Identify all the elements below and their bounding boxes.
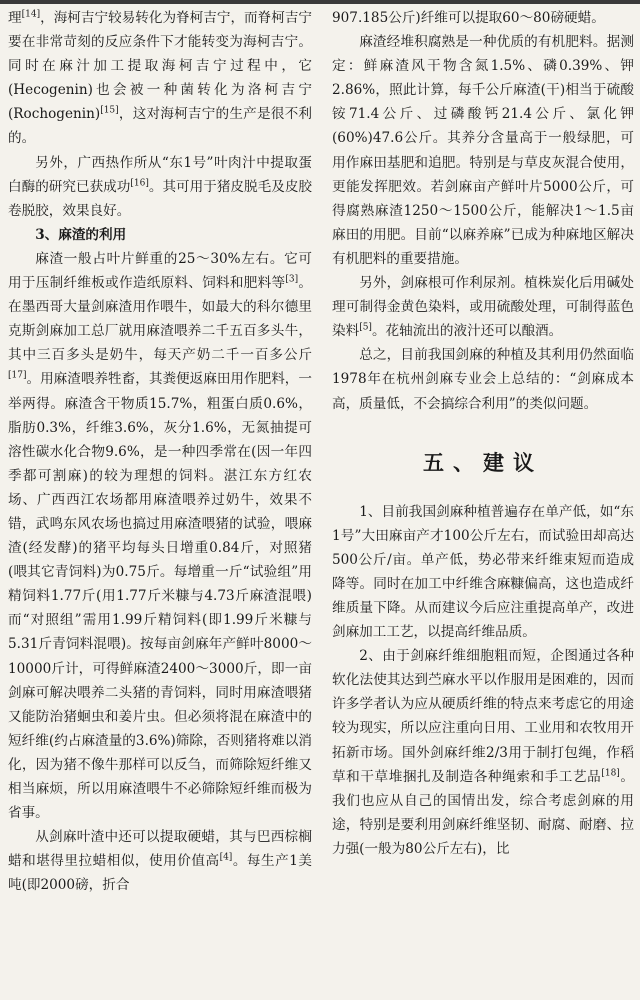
citation: [15] [100, 105, 119, 116]
chapter-title-suggestions: 五、建议 [423, 450, 543, 475]
right-column [332, 6, 634, 996]
paragraph-hecogenin: 理[14]，海柯吉宁较易转化为脊柯吉宁，而脊柯吉宁要在非常苛刻的反应条件下才能转变为海柯吉宁。同时在麻汁加工提取海柯吉宁过程中，它(Hecogenin)也会被一种菌转化为洛柯吉宁(Rochogenin)[15]，这对海柯吉宁的生产是很不利的。 [8, 9, 312, 147]
citation: [18] [601, 768, 620, 779]
citation: [17] [8, 370, 27, 381]
paragraph-hard-wax: 从剑麻叶渣中还可以提取硬蜡，其与巴西棕榈蜡和堪得里拉蜡相似，使用价值高[4]。每生产1美吨(即2000磅，折合 [8, 829, 312, 894]
paragraph-residue-feed: 麻渣一般占叶片鲜重的25～30%左右。它可用于压制纤维板或作造纸原料、饲料和肥料等[3]。在墨西哥大量剑麻渣用作喂牛，如最大的科尔德里克斯剑麻加工总厂就用麻渣喂养二千五百多头牛，其中三百多头是奶牛，每天产奶二千一百多公斤[17]。用麻渣喂养牲畜，其粪便返麻田用作肥料，一举两得。麻渣含干物质15.7%，粗蛋白质0.6%，脂肪0.3%，纤维3.6%，灰分1.6%，无氮抽提可溶性碳水化合物9.6%，是一种四季常在(因一年四季都可割麻)的较为理想的饲料。湛江东方红农场、广西西江农场都用麻渣喂养过奶牛，效果不错，武鸣东风农场也搞过用麻渣喂猪的试验，喂麻渣(经发酵)的猪平均每头日增重0.84斤，对照猪(喂其它青饲料)为0.75斤。每增重一斤“试验组”用精饲料1.77斤(用1.77斤米糠与4.73斤麻渣混喂)而“对照组”需用1.99斤精饲料(即1.99斤米糠与5.31斤青饲料混喂)。按每亩剑麻年产鲜叶8000～10000斤计，可得鲜麻渣2400～3000斤，即一亩剑麻可解决喂养二头猪的青饲料，同时用麻渣喂猪又能防治猪蛔虫和姜片虫。但必须将混在麻渣中的短纤维(约占麻渣量的3.6%)筛除，否则猪将难以消化，因为猪不像牛那样可以反刍，而筛除短纤维又相当麻烦，所以用麻渣喂牛不必筛除短纤维而极为省事。 [8, 250, 312, 822]
suggestion-1: 1、目前我国剑麻种植普遍存在单产低，如“东1号”大田麻亩产才100公斤左右，而试验田却高达500公斤/亩。单产低，势必带来纤维束短而造成降等。同时在加工中纤维含麻糠偏高，这也造成纤维质量下降。从而建议今后应注重提高单产，改进剑麻加工工艺，以提高纤维品质。 [332, 503, 634, 641]
citation: [3] [285, 274, 299, 285]
suggestion-2: 2、由于剑麻纤维细胞粗而短，企图通过各种软化法使其达到苎麻水平以作服用是困难的，因而许多学者认为应从硬质纤维的特点来考虑它的用途较为现实，所以应注重向日用、工业用和农牧用开拓新市场。国外剑麻纤维2/3用于制打包绳，作稻草和干草堆捆扎及制造各种绳索和手工艺品[18]。我们也应从自己的国情出发，综合考虑剑麻的用途，特别是要利用剑麻纤维坚韧、耐腐、耐磨、拉力强(一般为80公斤左右)，比 [332, 648, 634, 857]
paragraph-protease: 另外，广西热作所从“东1号”叶肉汁中提取蛋白酶的研究已获成功[16]。其可用于猪皮脱毛及皮胶卷脱胶，效果良好。 [8, 154, 312, 219]
section-heading-residue-use: 3、麻渣的利用 [35, 226, 127, 243]
citation: [4] [219, 852, 233, 863]
page-top-rule [0, 0, 640, 4]
citation: [16] [130, 178, 149, 189]
paragraph-summary: 总之，目前我国剑麻的种植及其利用仍然面临1978年在杭州剑麻专业会上总结的：“剑麻成本高，质量低，不会搞综合利用”的类似问题。 [332, 347, 634, 412]
citation: [14] [21, 9, 41, 20]
paragraph-organic-fertilizer: 麻渣经堆积腐熟是一种优质的有机肥料。据测定：鲜麻渣风干物含氮1.5%、磷0.39%、钾2.86%，照此计算，每千公斤麻渣(干)相当于硫酸铵71.4公斤、过磷酸钙21.4公斤、氯化钾(60%)47.6公斤。其养分含量高于一般绿肥，可用作麻田基肥和追肥。特别是与草皮灰混合使用，更能发挥肥效。若剑麻亩产鲜叶片5000公斤，可得腐熟麻渣1250～1500公斤，能解决1～1.5亩麻田的用肥。目前“以麻养麻”已成为种麻地区解决有机肥料的重要措施。 [332, 34, 634, 267]
left-column [8, 6, 312, 996]
citation: [5] [359, 322, 372, 333]
paragraph-wax-continued: 907.185公斤)纤维可以提取60～80磅硬蜡。 [332, 10, 605, 26]
paragraph-root-uses: 另外，剑麻根可作利尿剂。植株炭化后用碱处理可制得金黄色染料，或用硫酸处理，可制得蓝色染料[5]。花轴流出的液汁还可以酿酒。 [332, 275, 634, 340]
